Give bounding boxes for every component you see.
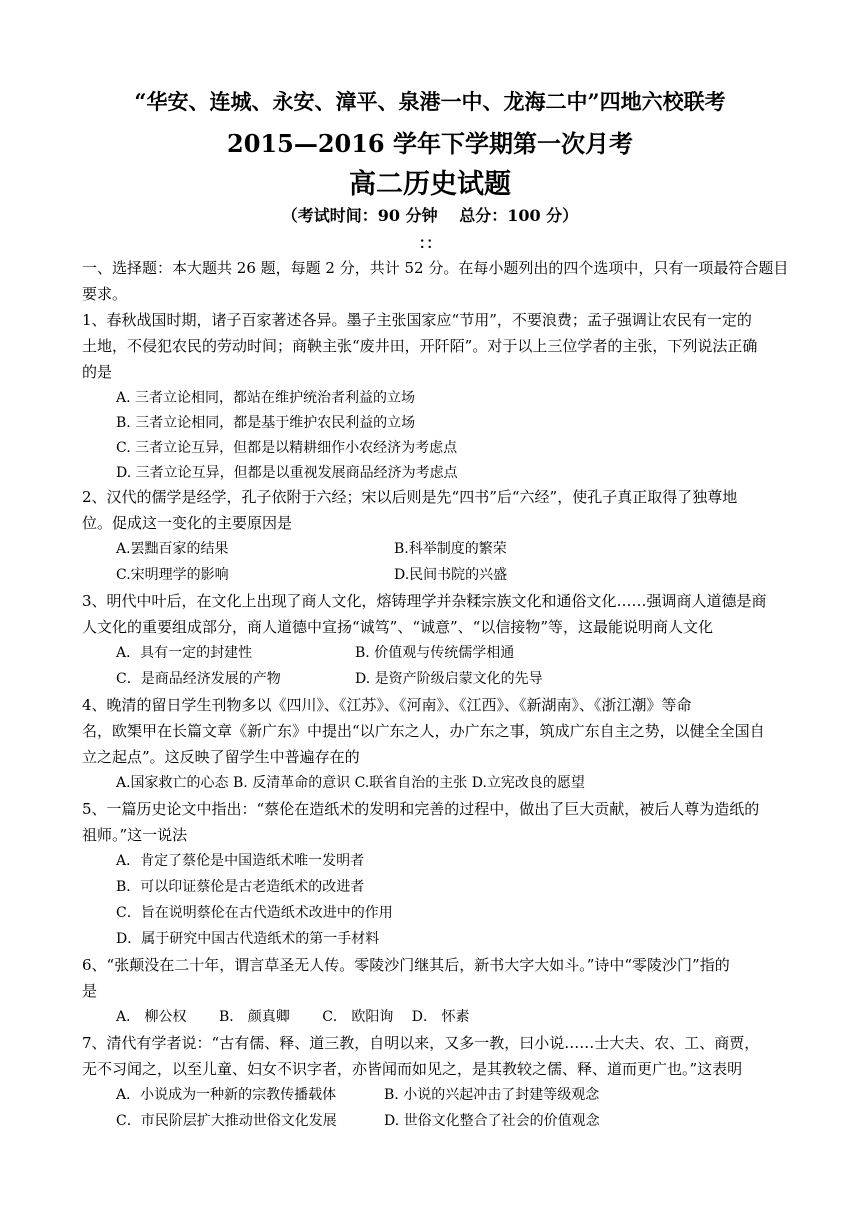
question-7-option-b: B. 小说的兴起冲击了封建等级观念 <box>384 1087 600 1103</box>
question-2-option-c: C.宋明理学的影响 <box>116 567 229 583</box>
exam-subject-title: 高二历史试题 <box>349 169 511 200</box>
question-7-stem: 7、清代有学者说：“古有儒、释、道三教，自明以来，又多一教，曰小说……士大夫、农、工、商贾， <box>82 1034 760 1052</box>
question-4-stem: 立之起点”。这反映了留学生中普遍存在的 <box>82 748 360 766</box>
question-5-stem: 祖师。”这一说法 <box>82 826 188 844</box>
question-1-stem: 1、春秋战国时期，诸子百家著述各异。墨子主张国家应“节用”，不要浪费；孟子强调让农民有一定的 <box>82 311 752 329</box>
question-4-stem: 名，欧榘甲在长篇文章《新广东》中提出“以广东之人，办广东之事，筑成广东自主之势，以健全全国自 <box>82 722 765 740</box>
question-3-option-c: C．是商品经济发展的产物 <box>116 671 281 687</box>
section-instruction: 要求。 <box>82 285 128 303</box>
question-3-option-a: A．具有一定的封建性 <box>116 645 253 661</box>
exam-union-title: “华安、连城、永安、漳平、泉港一中、龙海二中”四地六校联考 <box>134 89 726 114</box>
question-7-option-d: D. 世俗文化整合了社会的价值观念 <box>384 1113 600 1129</box>
question-6-options: A． 柳公权 B． 颜真卿 C． 欧阳询 D． 怀素 <box>116 1009 470 1025</box>
question-3-option-b: B. 价值观与传统儒学相通 <box>355 645 515 661</box>
question-2-option-a: A.罢黜百家的结果 <box>116 541 229 557</box>
question-1-stem: 土地，不侵犯农民的劳动时间；商鞅主张“废井田，开阡陌”。对于以上三位学者的主张，下列说法正确 <box>82 337 758 355</box>
exam-time-score: （考试时间：90 分钟 总分：100 分） <box>281 206 579 225</box>
section-instruction: 一、选择题：本大题共 26 题，每题 2 分，共计 52 分。在每小题列出的四个选项中，只有一项最符合题目 <box>82 259 789 277</box>
question-5-option-c: C．旨在说明蔡伦在古代造纸术改进中的作用 <box>116 905 393 921</box>
question-3-stem: 人文化的重要组成部分，商人道德中宣扬“诚笃”、“诚意”、“以信接物”等，这最能说明商人文化 <box>82 618 714 636</box>
question-7-option-c: C．市民阶层扩大推动世俗文化发展 <box>116 1113 337 1129</box>
question-2-stem: 位。促成这一变化的主要原因是 <box>82 514 293 532</box>
question-2-stem: 2、汉代的儒学是经学，孔子依附于六经；宋以后则是先“四书”后“六经”，使孔子真正取得了独尊地 <box>82 488 738 506</box>
question-3-stem: 3、明代中叶后，在文化上出现了商人文化，熔铸理学并杂糅宗族文化和通俗文化……强调商人道德是商 <box>82 592 767 610</box>
question-5-option-d: D．属于研究中国古代造纸术的第一手材料 <box>116 931 380 947</box>
question-7-option-a: A．小说成为一种新的宗教传播载体 <box>116 1087 337 1103</box>
question-1-option-a: A. 三者立论相同，都站在维护统治者利益的立场 <box>116 390 416 406</box>
question-1-option-b: B. 三者立论相同，都是基于维护农民利益的立场 <box>116 415 416 431</box>
question-6-stem: 6、“张颠没在二十年，谓言草圣无人传。零陵沙门继其后，新书大字大如斗。”诗中“零陵沙门”指的 <box>82 956 730 974</box>
exam-term-title: 2015—2016 学年下学期第一次月考 <box>227 129 633 158</box>
exam-colons: ：： <box>418 234 442 252</box>
question-4-options: A.国家救亡的心态 B. 反清革命的意识 C.联省自治的主张 D.立宪改良的愿望 <box>116 775 585 791</box>
question-2-option-b: B.科举制度的繁荣 <box>394 541 507 557</box>
question-3-option-d: D. 是资产阶级启蒙文化的先导 <box>355 671 543 687</box>
question-7-stem: 无不习闻之，以至儿童、妇女不识字者，亦皆闻而如见之，是其教较之儒、释、道而更广也。”这表明 <box>82 1060 743 1078</box>
question-4-stem: 4、晚清的留日学生刊物多以《四川》、《江苏》、《河南》、《江西》、《新湖南》、《浙江潮》等命 <box>82 696 692 714</box>
question-5-option-b: B．可以印证蔡伦是古老造纸术的改进者 <box>116 879 365 895</box>
question-5-stem: 5、一篇历史论文中指出：“蔡伦在造纸术的发明和完善的过程中，做出了巨大贡献，被后人尊为造纸的 <box>82 800 760 818</box>
question-1-stem: 的是 <box>82 363 113 381</box>
question-5-option-a: A．肯定了蔡伦是中国造纸术唯一发明者 <box>116 853 365 869</box>
question-2-option-d: D.民间书院的兴盛 <box>394 567 508 583</box>
question-6-stem: 是 <box>82 982 98 1000</box>
question-1-option-d: D. 三者立论互异，但都是以重视发展商品经济为考虑点 <box>116 465 458 481</box>
question-1-option-c: C. 三者立论互异，但都是以精耕细作小农经济为考虑点 <box>116 440 458 456</box>
